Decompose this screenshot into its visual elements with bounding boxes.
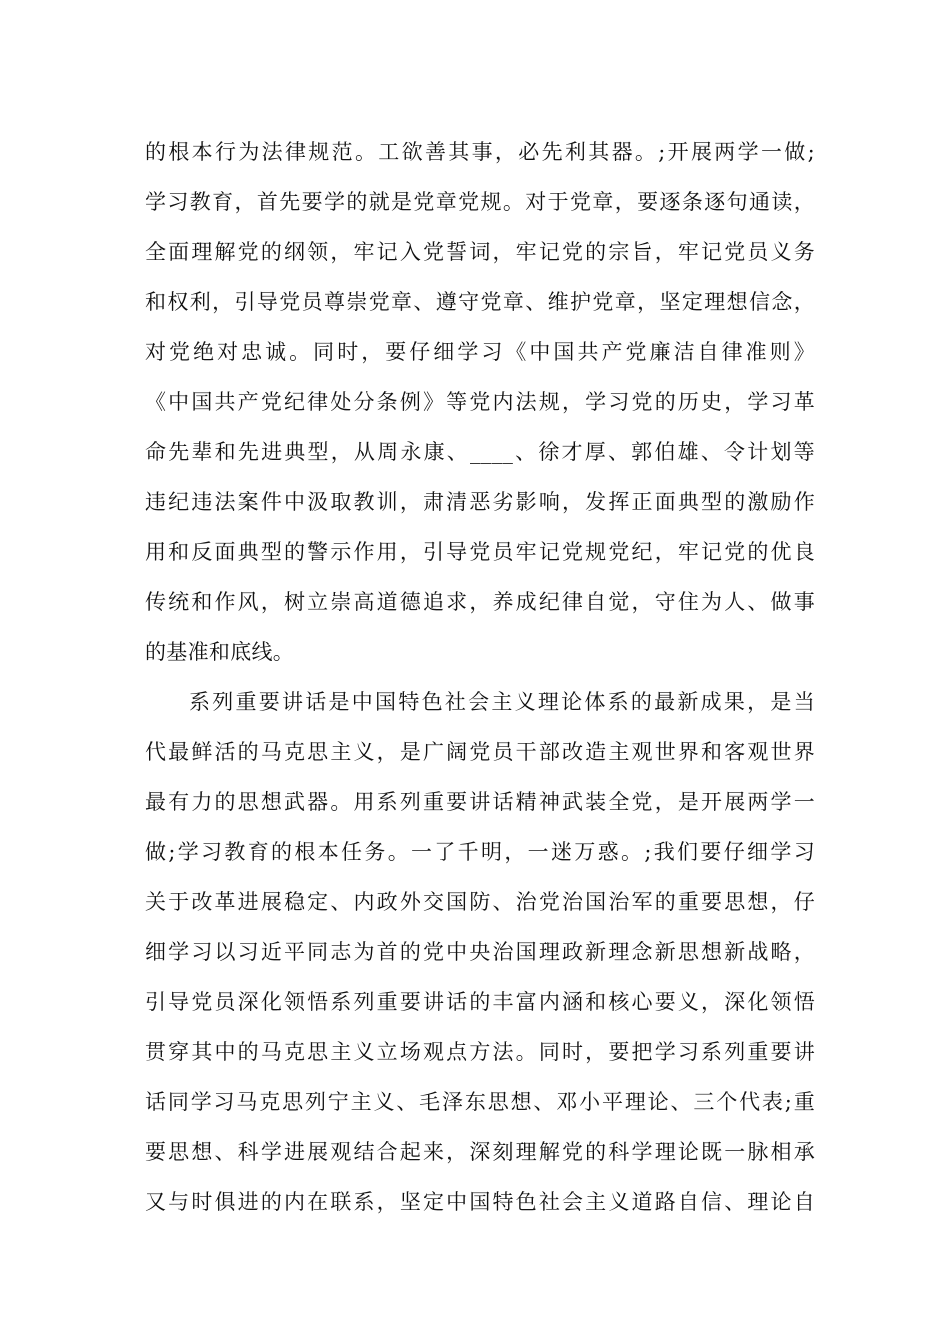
text-line: 又与时俱进的内在联系，坚定中国特色社会主义道路自信、理论自 xyxy=(145,1190,815,1214)
text-line: 话同学习马克思列宁主义、毛泽东思想、邓小平理论、三个代表;重 xyxy=(145,1090,815,1114)
text-line: 的基准和底线。 xyxy=(145,640,295,664)
text-line: 代最鲜活的马克思主义，是广阔党员干部改造主观世界和客观世界 xyxy=(145,740,815,764)
text-line: 学习教育，首先要学的就是党章党规。对于党章，要逐条逐句通读， xyxy=(145,190,815,214)
text-line: 的根本行为法律规范。工欲善其事，必先利其器。;开展两学一做; xyxy=(145,140,815,164)
text-line: 关于改革进展稳定、内政外交国防、治党治国治军的重要思想，仔 xyxy=(145,890,815,914)
text-line: 细学习以习近平同志为首的党中央治国理政新理念新思想新战略， xyxy=(145,940,815,964)
text-line: 要思想、科学进展观结合起来，深刻理解党的科学理论既一脉相承 xyxy=(145,1140,815,1164)
text-line: 做;学习教育的根本任务。一了千明，一迷万惑。;我们要仔细学习 xyxy=(145,840,815,864)
text-line: 用和反面典型的警示作用，引导党员牢记党规党纪，牢记党的优良 xyxy=(145,540,815,564)
text-line: 贯穿其中的马克思主义立场观点方法。同时，要把学习系列重要讲 xyxy=(145,1040,815,1064)
paragraph-first-line: 系列重要讲话是中国特色社会主义理论体系的最新成果，是当 xyxy=(189,690,815,714)
text-line: 和权利，引导党员尊崇党章、遵守党章、维护党章，坚定理想信念， xyxy=(145,290,815,314)
text-line: 《中国共产党纪律处分条例》等党内法规，学习党的历史，学习革 xyxy=(145,390,815,414)
text-line: 全面理解党的纲领，牢记入党誓词，牢记党的宗旨，牢记党员义务 xyxy=(145,240,815,264)
text-line: 传统和作风，树立崇高道德追求，养成纪律自觉，守住为人、做事 xyxy=(145,590,815,614)
text-line: 最有力的思想武器。用系列重要讲话精神武装全党，是开展两学一 xyxy=(145,790,815,814)
text-line: 对党绝对忠诚。同时，要仔细学习《中国共产党廉洁自律准则》 xyxy=(145,340,815,364)
text-line: 违纪违法案件中汲取教训，肃清恶劣影响，发挥正面典型的激励作 xyxy=(145,490,815,514)
text-line: 命先辈和先进典型，从周永康、____、徐才厚、郭伯雄、令计划等 xyxy=(145,440,815,464)
text-line: 引导党员深化领悟系列重要讲话的丰富内涵和核心要义，深化领悟 xyxy=(145,990,815,1014)
